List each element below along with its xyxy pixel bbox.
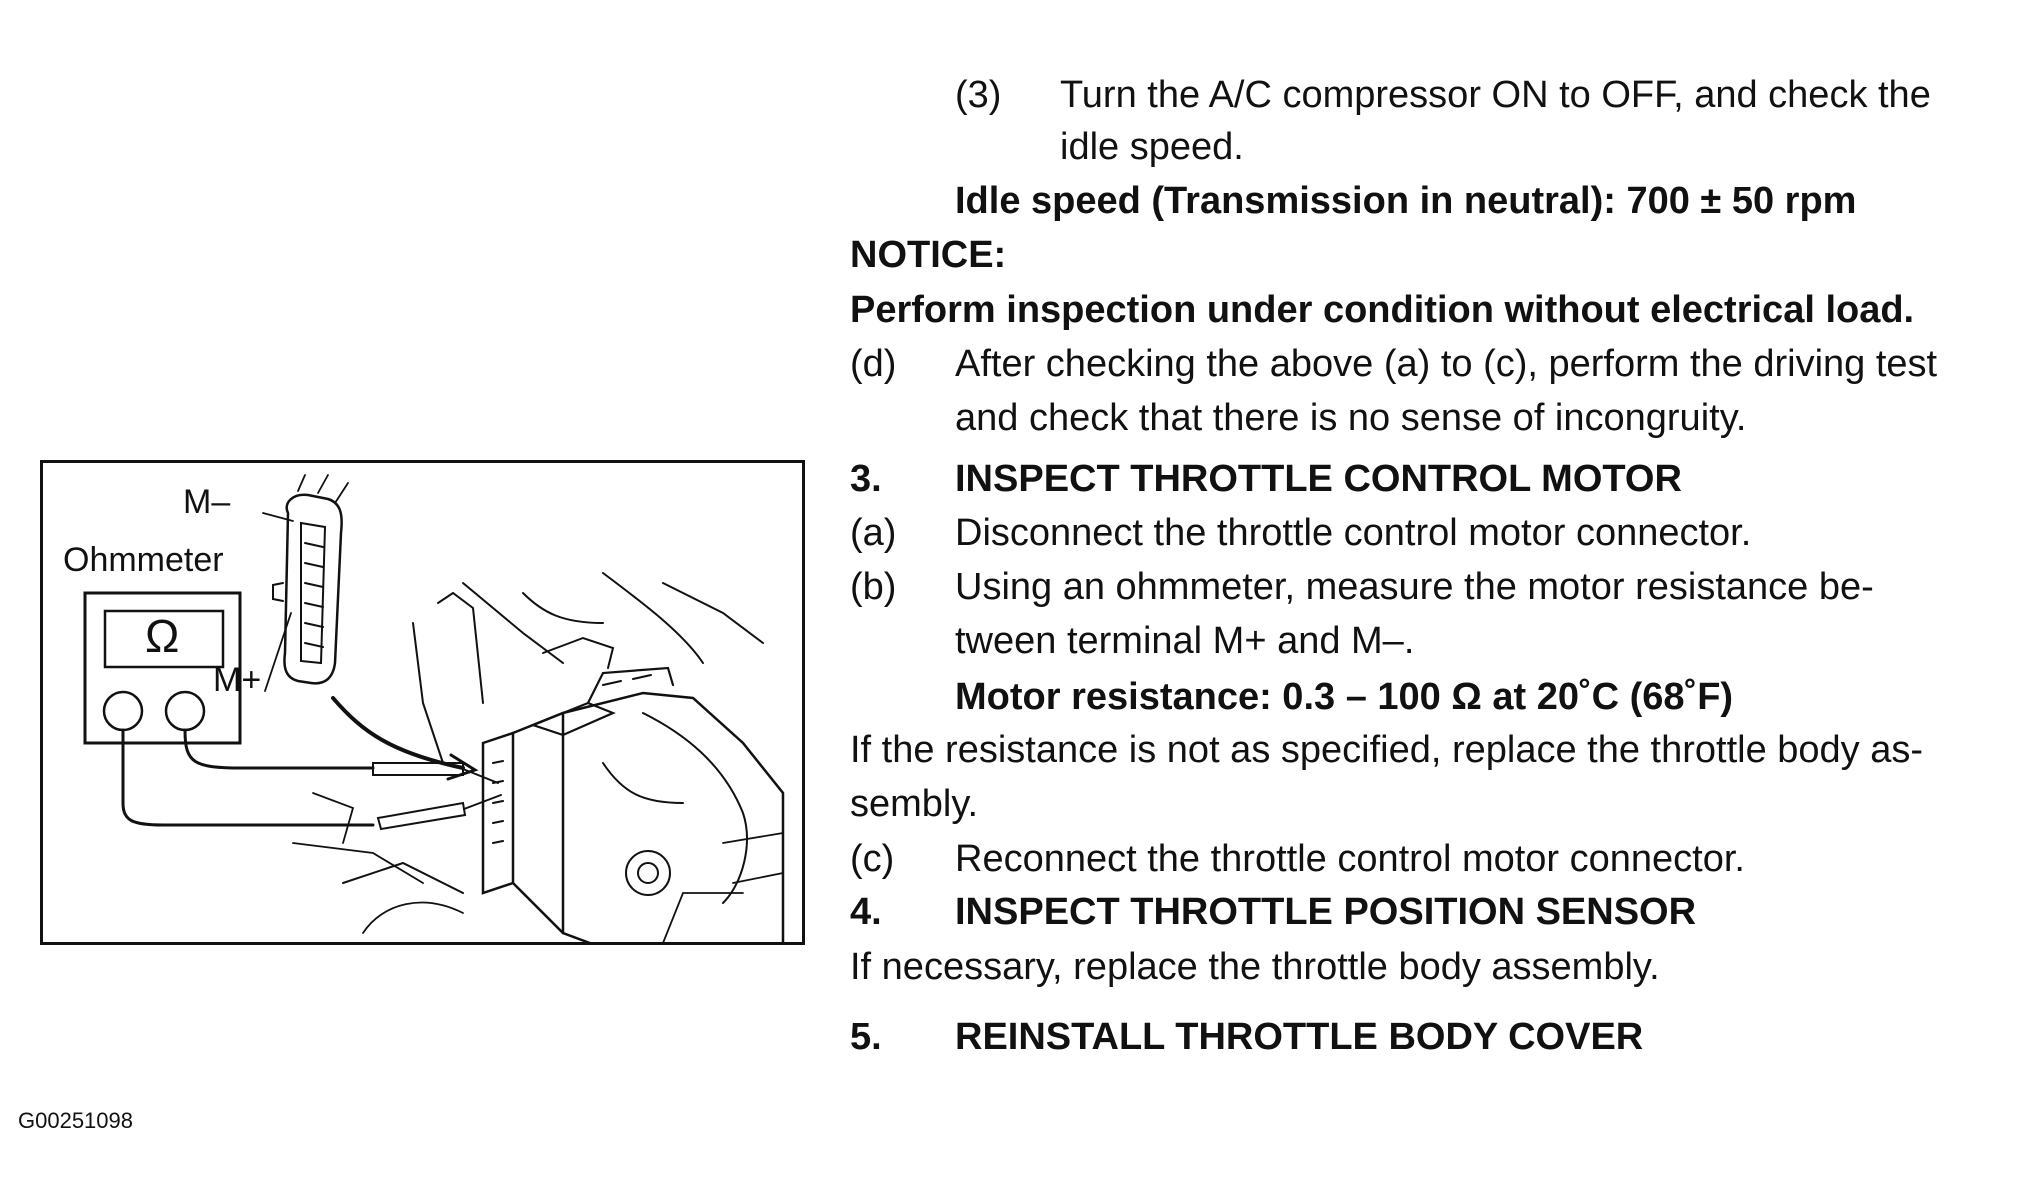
label-m-plus: M+ [213,661,262,699]
step-3-line-2: idle speed. [1060,126,1244,168]
if-not-specified-line-1: If the resistance is not as specified, replace the throttle body as- [850,729,1924,771]
omega-symbol: Ω [145,610,180,662]
step-d-line-2: and check that there is no sense of incongruity. [955,397,1747,439]
step-c-number: (c) [850,838,895,880]
label-m-minus: M– [183,483,231,521]
section-3-heading: INSPECT THROTTLE CONTROL MOTOR [955,458,1682,500]
section-4-body: If necessary, replace the throttle body assembly. [850,946,1660,988]
step-3-line-1: Turn the A/C compressor ON to OFF, and check the [1060,74,1931,116]
label-ohmmeter: Ohmmeter [63,541,224,579]
if-not-specified-line-2: sembly. [850,783,979,825]
ohmmeter-figure [40,460,805,945]
section-5-heading: REINSTALL THROTTLE BODY COVER [955,1016,1644,1058]
step-a-text: Disconnect the throttle control motor connector. [955,512,1752,554]
motor-resistance-spec: Motor resistance: 0.3 – 100 Ω at 20˚C (68˚F) [955,676,1734,718]
step-c-text: Reconnect the throttle control motor connector. [955,838,1745,880]
step-b-line-1: Using an ohmmeter, measure the motor resistance be- [955,566,1874,608]
section-5-number: 5. [850,1016,882,1058]
section-3-number: 3. [850,458,882,500]
idle-speed-spec: Idle speed (Transmission in neutral): 700 ± 50 rpm [955,180,1857,222]
figure-id: G00251098 [18,1108,133,1133]
step-b-line-2: tween terminal M+ and M–. [955,620,1415,662]
step-b-number: (b) [850,566,897,608]
step-a-number: (a) [850,512,897,554]
section-4-number: 4. [850,891,882,933]
notice-text: Perform inspection under condition without electrical load. [850,289,1915,331]
throttle-motor-illustration [43,463,805,945]
step-d-number: (d) [850,343,897,385]
section-4-heading: INSPECT THROTTLE POSITION SENSOR [955,891,1697,933]
notice-heading: NOTICE: [850,234,1007,276]
step-d-line-1: After checking the above (a) to (c), perform the driving test [955,343,1938,385]
step-3-number: (3) [955,74,1002,116]
